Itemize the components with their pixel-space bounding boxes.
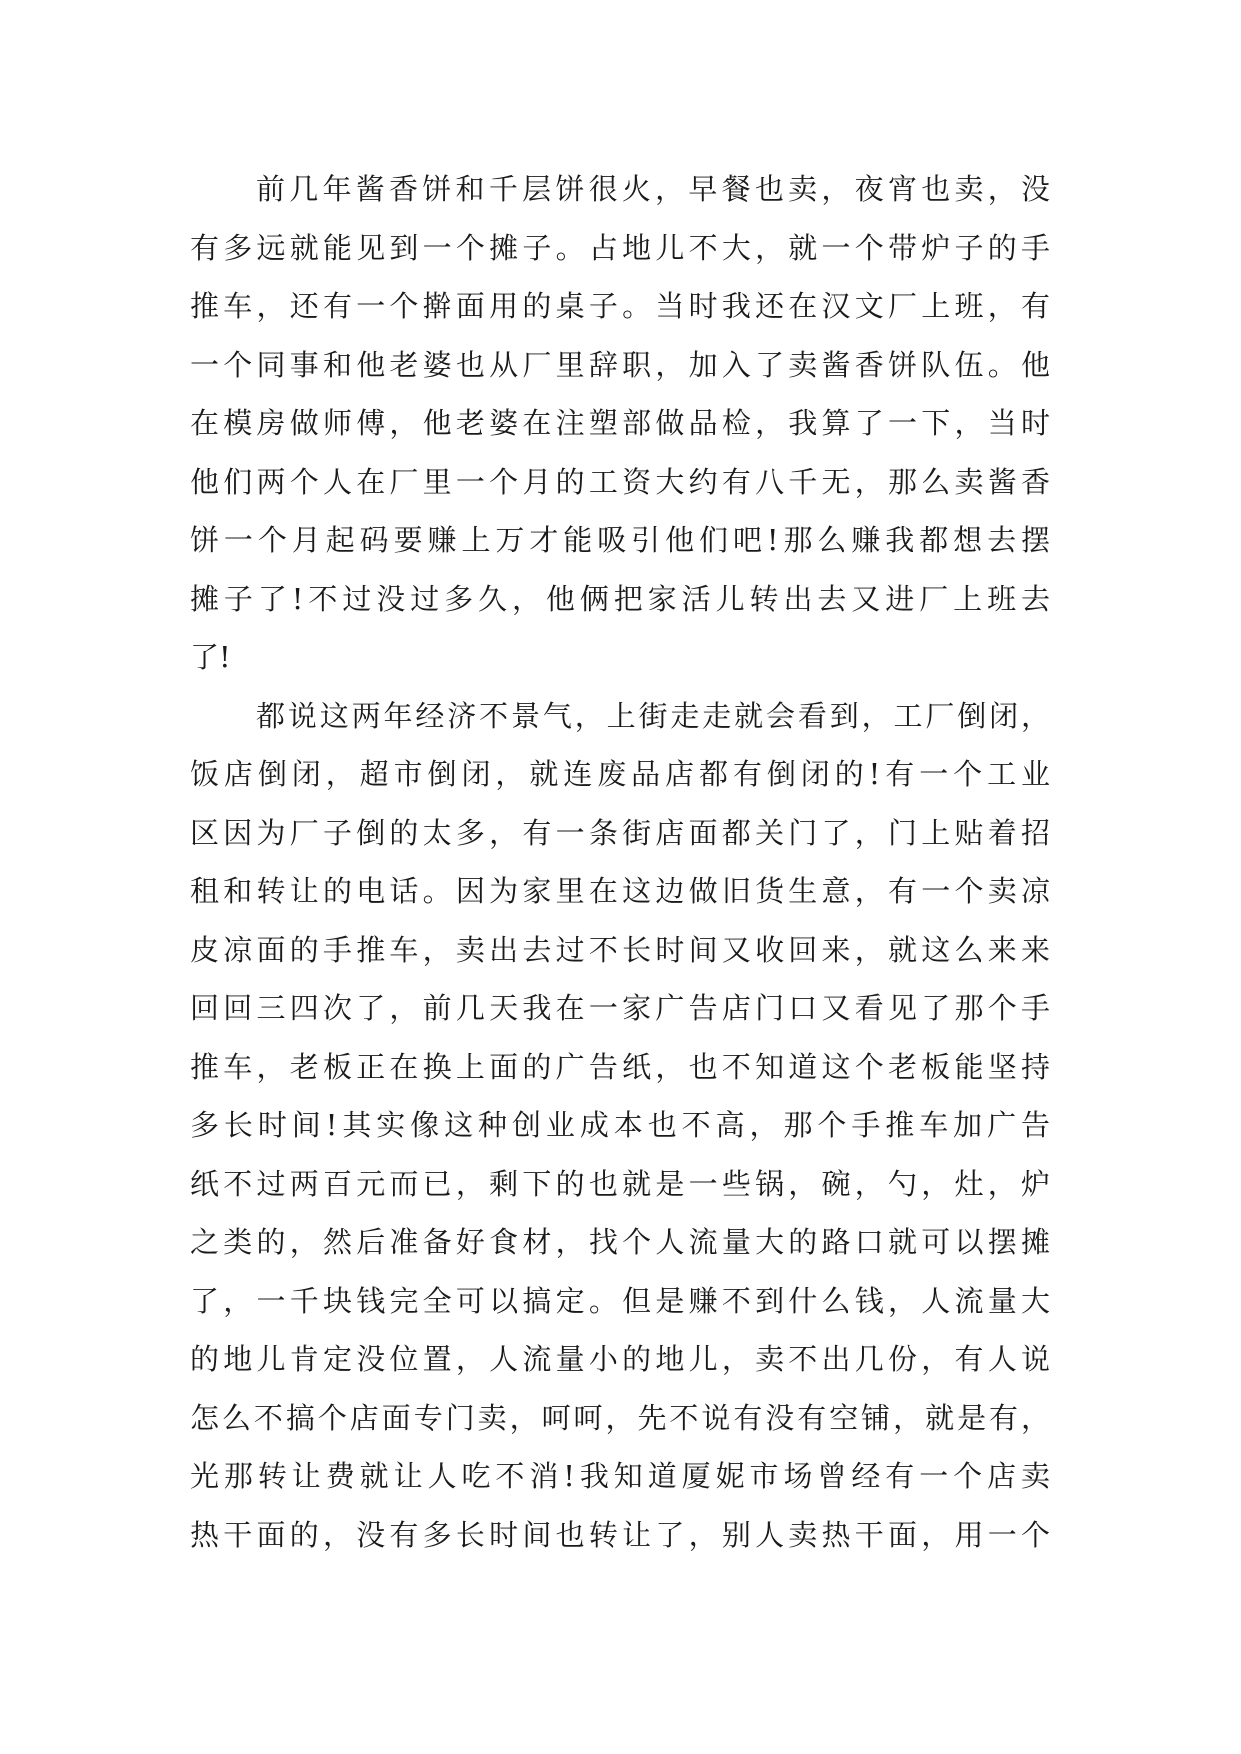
paragraph-2-line-6: 回回三四次了，前几天我在一家广告店门口又看见了那个手 (190, 991, 1050, 1025)
paragraph-2-line-14: 光那转让费就让人吃不消!我知道厦妮市场曾经有一个店卖 (190, 1459, 1050, 1493)
document-body (190, 160, 1050, 1564)
paragraph-2-line-12: 的地儿肯定没位置，人流量小的地儿，卖不出几份，有人说 (190, 1342, 1050, 1376)
paragraph-2-line-1: 都说这两年经济不景气，上街走走就会看到，工厂倒闭， (256, 698, 1050, 733)
paragraph-2-line-9: 纸不过两百元而已，剩下的也就是一些锅，碗，勺，灶，炉 (190, 1166, 1050, 1201)
paragraph-1-line-9: 了! (190, 640, 231, 674)
paragraph-2-line-2: 饭店倒闭，超市倒闭，就连废品店都有倒闭的!有一个工业 (190, 757, 1050, 791)
paragraph-1-line-1: 前几年酱香饼和千层饼很火，早餐也卖，夜宵也卖，没 (256, 172, 1050, 206)
paragraph-1-line-8: 摊子了!不过没过多久，他俩把家活儿转出去又进厂上班去 (190, 581, 1050, 616)
paragraph-1-line-6: 他们两个人在厂里一个月的工资大约有八千无，那么卖酱香 (190, 464, 1050, 499)
paragraph-2-line-7: 推车，老板正在换上面的广告纸，也不知道这个老板能坚持 (190, 1049, 1050, 1084)
paragraph-2-line-13: 怎么不搞个店面专门卖，呵呵，先不说有没有空铺，就是有， (190, 1400, 1050, 1435)
paragraph-2-line-4: 租和转让的电话。因为家里在这边做旧货生意，有一个卖凉 (190, 874, 1050, 908)
paragraph-2-line-3: 区因为厂子倒的太多，有一条街店面都关门了，门上贴着招 (190, 815, 1050, 850)
paragraph-1-line-2: 有多远就能见到一个摊子。占地儿不大，就一个带炉子的手 (190, 230, 1050, 265)
paragraph-2-line-15: 热干面的，没有多长时间也转让了，别人卖热干面，用一个 (190, 1517, 1050, 1552)
paragraph-2-line-5: 皮凉面的手推车，卖出去过不长时间又收回来，就这么来来 (190, 932, 1050, 967)
paragraph-1-line-4: 一个同事和他老婆也从厂里辞职，加入了卖酱香饼队伍。他 (190, 347, 1050, 382)
paragraph-2-line-11: 了，一千块钱完全可以搞定。但是赚不到什么钱，人流量大 (190, 1283, 1050, 1318)
paragraph-2-line-8: 多长时间!其实像这种创业成本也不高，那个手推车加广告 (190, 1108, 1050, 1142)
paragraph-1-line-3: 推车，还有一个擀面用的桌子。当时我还在汉文厂上班，有 (190, 289, 1050, 323)
paragraph-2-line-10: 之类的，然后准备好食材，找个人流量大的路口就可以摆摊 (190, 1225, 1050, 1259)
paragraph-1-line-5: 在模房做师傅，他老婆在注塑部做品检，我算了一下，当时 (190, 406, 1050, 440)
paragraph-1-line-7: 饼一个月起码要赚上万才能吸引他们吧!那么赚我都想去摆 (190, 523, 1050, 557)
